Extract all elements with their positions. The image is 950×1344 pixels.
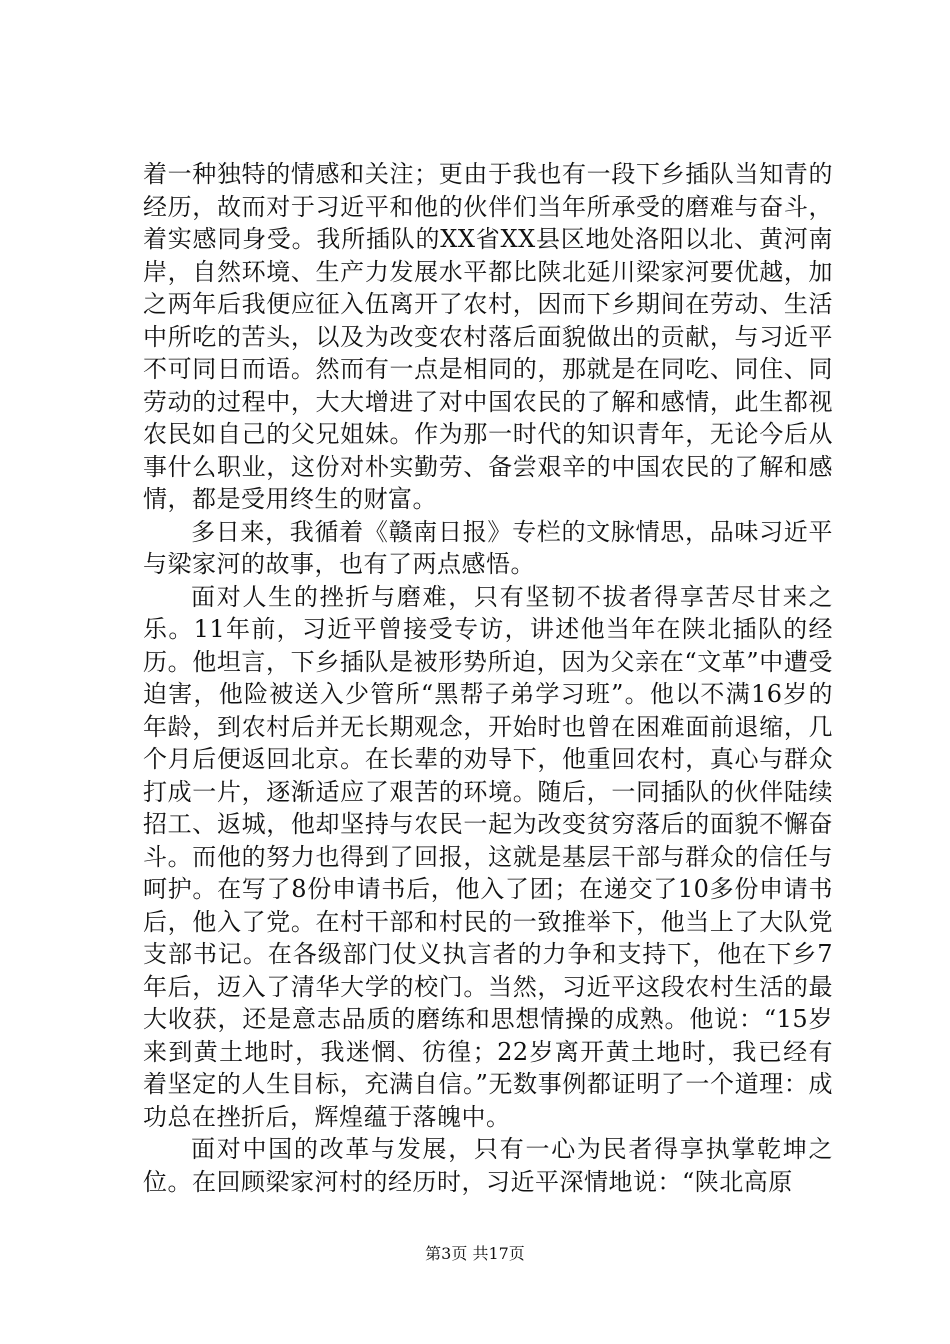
paragraph-adversity: 面对人生的挫折与磨难，只有坚韧不拔者得享苦尽甘来之乐。11年前，习近平曾接受专访，讲述他当年在陕北插队的经历。他坦言，下乡插队是被形势所迫，因为父亲在“文革”中遭受迫害，他险被送入少管所“黑帮子弟学习班”。他以不满16岁的年龄，到农村后并无长期观念，开始时也曾在困难面前退缩，几个月后便返回北京。在长辈的劝导下，他重回农村，真心与群众打成一片，逐渐适应了艰苦的环境。随后，一同插队的伙伴陆续招工、返城，他却坚持与农民一起为改变贫穷落后的面貌不懈奋斗。而他的努力也得到了回报，这就是基层干部与群众的信任与呵护。在写了8份申请书后，他入了团；在递交了10多份申请书后，他入了党。在村干部和村民的一致推举下，他当上了大队党支部书记。在各级部门仗义执言者的力争和支持下，他在下乡7年后，迈入了清华大学的校门。当然，习近平这段农村生活的最大收获，还是意志品质的磨练和思想情操的成熟。他说：“15岁来到黄土地时，我迷惘、彷徨；22岁离开黄土地时，我已经有着坚定的人生目标，充满自信。”无数事例都证明了一个道理：成功总在挫折后，辉煌蕴于落魄中。 bbox=[143, 582, 833, 1131]
paragraph-reform: 面对中国的改革与发展，只有一心为民者得享执掌乾坤之位。在回顾梁家河村的经历时，习近平深情地说：“陕北高原 bbox=[143, 1135, 833, 1196]
paragraph-reflection: 多日来，我循着《赣南日报》专栏的文脉情思，品味习近平与梁家河的故事，也有了两点感悟。 bbox=[143, 517, 833, 578]
document-body bbox=[143, 158, 833, 1198]
page-number-footer: 第3页 共17页 bbox=[425, 1244, 525, 1263]
paragraph-continued: 着一种独特的情感和关注；更由于我也有一段下乡插队当知青的经历，故而对于习近平和他的伙伴们当年所承受的磨难与奋斗，着实感同身受。我所插队的XX省XX县区地处洛阳以北、黄河南岸，自然环境、生产力发展水平都比陕北延川梁家河要优越，加之两年后我便应征入伍离开了农村，因而下乡期间在劳动、生活中所吃的苦头，以及为改变农村落后面貌做出的贡献，与习近平不可同日而语。然而有一点是相同的，那就是在同吃、同住、同劳动的过程中，大大增进了对中国农民的了解和感情，此生都视农民如自己的父兄姐妹。作为那一时代的知识青年，无论今后从事什么职业，这份对朴实勤劳、备尝艰辛的中国农民的了解和感情，都是受用终生的财富。 bbox=[143, 160, 833, 513]
